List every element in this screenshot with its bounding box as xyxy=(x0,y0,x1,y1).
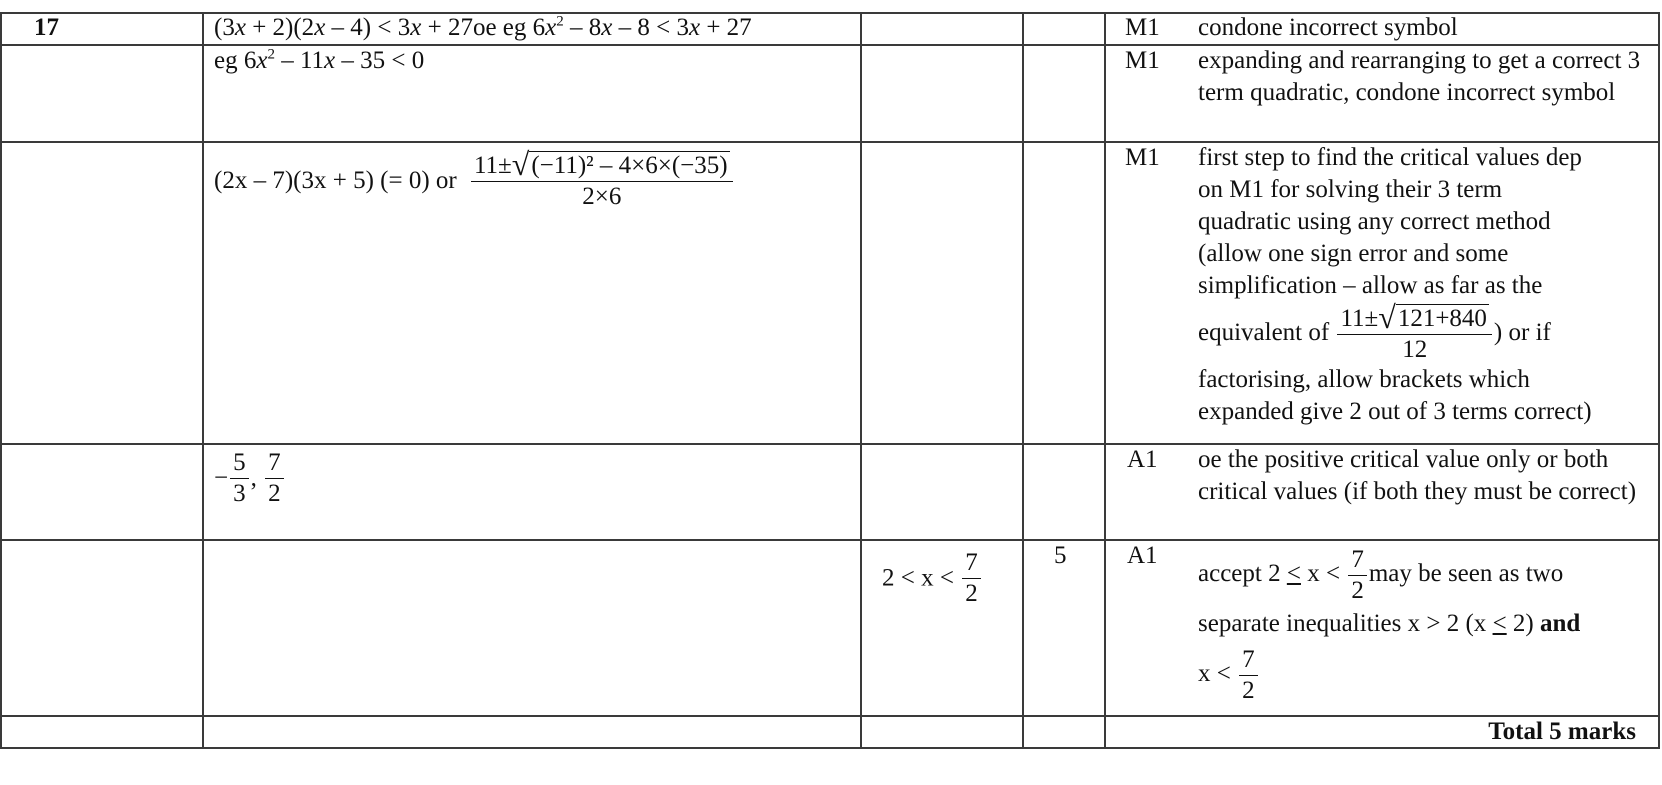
factorised-form: (2x – 7)(3x + 5) (= 0) or xyxy=(214,167,457,194)
equiv-prefix: equivalent of xyxy=(1198,319,1330,346)
formula-radicand: (−11)² – 4×6×(−35) xyxy=(531,152,728,179)
notes-row1: condone incorrect symbol xyxy=(1198,14,1458,41)
critical-sign: − xyxy=(214,464,229,492)
notes-row5-line1: accept 2 < x < $\frac{7}{2}$ may be seen as two xyxy=(1198,545,1564,604)
notes-row3-line4: (allow one sign error and some xyxy=(1198,240,1509,267)
marks-row5: 5 xyxy=(1054,542,1067,569)
col-rule-1 xyxy=(202,12,204,749)
answer-fraction: $\frac{7}{2}$ xyxy=(962,548,981,609)
notes-row5-line3: x < $\frac{7}{2}$ xyxy=(1198,642,1656,706)
notes-row5-fraction-1: $\frac{7}{2}$ xyxy=(1348,545,1367,606)
col-rule-3 xyxy=(1022,12,1024,749)
notes-row3-line7: expanded give 2 out of 3 terms correct) xyxy=(1198,398,1592,425)
mark-scheme-table xyxy=(0,12,1662,749)
equiv-suffix: ) or if xyxy=(1493,319,1551,346)
quadratic-formula: $\frac{\text{11±√(−11)² – 4×6×(−35)}}{2\times 6}$ xyxy=(471,150,733,212)
notes-row3-line5: simplification – allow as far as the xyxy=(1198,272,1543,299)
notes-row3-line1: first step to find the critical values dep xyxy=(1198,144,1582,171)
notes-row2: expanding and rearranging to get a correct 3 term quadratic, condone incorrect symbol xyxy=(1198,47,1641,106)
formula-num-lead: 11± xyxy=(473,152,512,179)
question-number: 17 xyxy=(34,14,59,41)
working-row1: (3x + 2)(2x – 4) < 3x + 27oe eg $6x^2 - 8x - 8 < 3x + 27$ xyxy=(214,13,752,41)
total-marks: Total 5 marks xyxy=(1488,718,1636,745)
notes-row3-line2: on M1 for solving their 3 term xyxy=(1198,176,1503,203)
mark-code-row5: A1 xyxy=(1127,542,1158,569)
critical-value-2: $\frac{7}{2}$ xyxy=(265,448,284,509)
equiv-num-lead: 11± xyxy=(1340,305,1379,333)
working-row4 xyxy=(214,448,286,509)
col-rule-4 xyxy=(1104,12,1106,749)
mark-code-row2: M1 xyxy=(1125,47,1160,74)
answer-inequality: 2 < x < xyxy=(882,564,954,592)
answer-row5 xyxy=(882,548,983,609)
formula-denominator: 2×6 xyxy=(582,183,622,210)
notes-row3 xyxy=(1198,142,1656,428)
critical-value-1: $\frac{5}{3}$ xyxy=(230,448,249,509)
notes-row4: oe the positive critical value only or both critical values (if both they must be correct) xyxy=(1198,446,1637,505)
working-row2: eg $6x^2 - 11x - 35 < 0$ xyxy=(214,46,425,74)
equiv-denominator: 12 xyxy=(1402,336,1428,364)
notes-row3-line3: quadratic using any correct method xyxy=(1198,208,1551,235)
critical-separator: , xyxy=(250,464,257,492)
col-rule-2 xyxy=(860,12,862,749)
notes-row5-fraction-2: $\frac{7}{2}$ xyxy=(1239,645,1258,706)
equiv-radicand: 121+840 xyxy=(1397,305,1487,333)
mark-code-row4: A1 xyxy=(1127,446,1158,473)
notes-row5 xyxy=(1198,542,1656,706)
notes-row5-line2: separate inequalities x > 2 (x < 2) and xyxy=(1198,610,1581,637)
notes-row3-equivalent xyxy=(1198,299,1656,364)
working-row3 xyxy=(214,146,735,212)
mark-code-row1: M1 xyxy=(1125,14,1160,41)
mark-code-row3: M1 xyxy=(1125,144,1160,171)
notes-row3-line6: factorising, allow brackets which xyxy=(1198,366,1530,393)
col-rule-0 xyxy=(0,12,2,749)
rule-row4 xyxy=(0,539,1660,541)
col-rule-5 xyxy=(1658,12,1660,749)
equiv-fraction: $\frac{11\pm√121+840}{12}$ xyxy=(1337,303,1491,365)
